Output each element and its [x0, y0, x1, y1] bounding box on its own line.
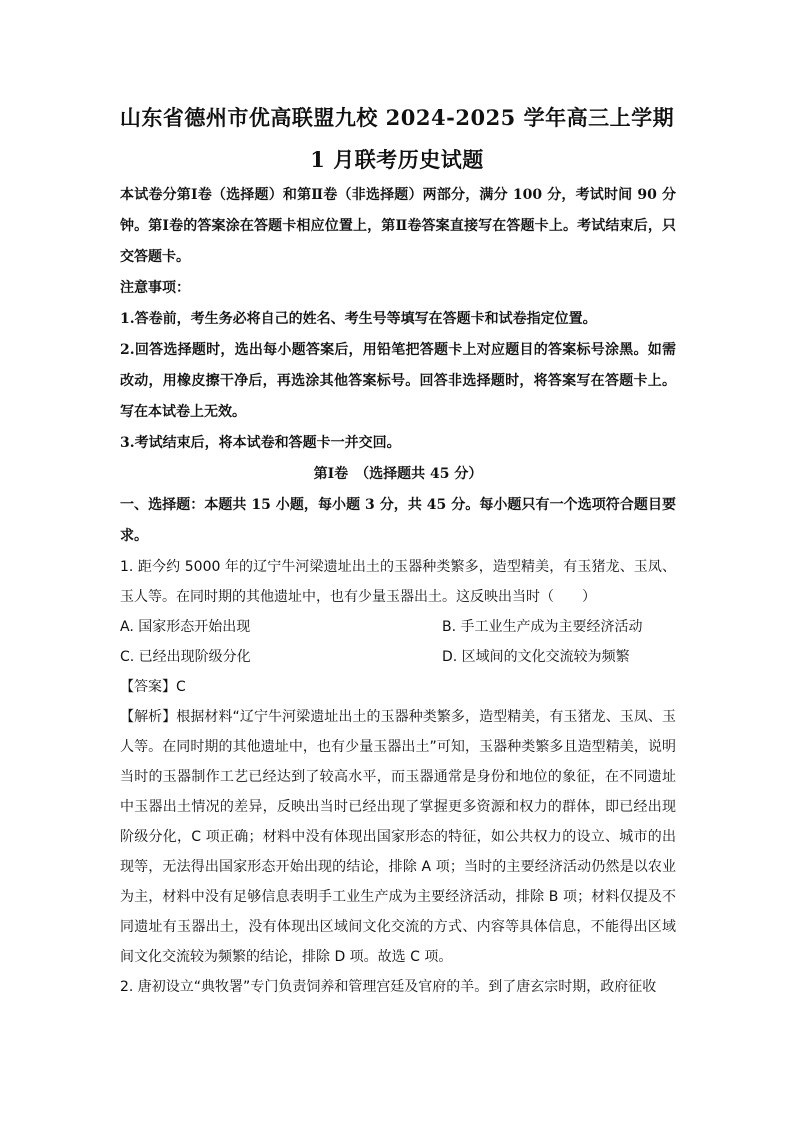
option-a: A. 国家形态开始出现 [120, 619, 251, 635]
exam-intro: 本试卷分第Ⅰ卷（选择题）和第Ⅱ卷（非选择题）两部分，满分 100 分，考试时间 90 分钟。第Ⅰ卷的答案涂在答题卡相应位置上，第Ⅱ卷答案直接写在答题卡上。考试结束后，只交答题卡。 [120, 187, 676, 265]
notes-heading: 注意事项： [120, 280, 190, 296]
question-1-analysis: 【解析】根据材料“辽宁牛河梁遗址出土的玉器种类繁多，造型精美，有玉猪龙、玉凤、玉人等。在同时期的其他遗址中，也有少量玉器出土”可知，玉器种类繁多且造型精美，说明当时的玉器制作工艺已经达到了较高水平，而玉器通常是身份和地位的象征，在不同遗址中玉器出土情况的差异，反映出当时已经出现了掌握更多资源和权力的群体，即已经出现阶级分化，C 项正确；材料中没有体现出国家形态的特征，如公共权力的设立、城市的出现等，无法得出国家形态开始出现的结论，排除 A 项；当时的主要经济活动仍然是以农业为主，材料中没有足够信息表明手工业生产成为主要经济活动，排除 B 项；材料仅提及不同遗址有玉器出土，没有体现出区域间文化交流的方式、内容等具体信息，不能得出区域间文化交流较为频繁的结论，排除 D 项。故选 C 项。 [120, 709, 676, 965]
question-1-options [120, 612, 676, 672]
option-b: B. 手工业生产成为主要经济活动 [442, 619, 643, 635]
section-title: 第Ⅰ卷 （选择题共 45 分） [313, 466, 483, 482]
question-2-stem: 2. 唐初设立“典牧署”专门负责饲养和管理宫廷及官府的羊。到了唐玄宗时期，政府征收 [120, 979, 657, 995]
question-1-answer: 【答案】C [120, 679, 186, 695]
section-instruction: 一、选择题：本题共 15 小题，每小题 3 分，共 45 分。每小题只有一个选项符合题目要求。 [120, 497, 676, 544]
question-1-stem: 1. 距今约 5000 年的辽宁牛河梁遗址出土的玉器种类繁多，造型精美，有玉猪龙、玉凤、玉人等。在同时期的其他遗址中，也有少量玉器出土。这反映出当时（ ） [120, 559, 676, 605]
option-c: C. 已经出现阶级分化 [120, 649, 251, 665]
note-item-2: 2.回答选择题时，选出每小题答案后，用铅笔把答题卡上对应题目的答案标号涂黑。如需改动，用橡皮擦干净后，再选涂其他答案标号。回答非选择题时，将答案写在答题卡上。写在本试卷上无效。 [120, 342, 676, 420]
exam-content [120, 180, 676, 1002]
note-item-1: 1.答卷前，考生务必将自己的姓名、考生号等填写在答题卡和试卷指定位置。 [120, 311, 597, 327]
exam-title-line2: 1 月联考历史试题 [310, 147, 484, 172]
note-item-3: 3.考试结束后，将本试卷和答题卡一并交回。 [120, 435, 401, 451]
exam-title-line1: 山东省德州市优高联盟九校 2024-2025 学年高三上学期 [119, 105, 675, 130]
option-d: D. 区域间的文化交流较为频繁 [442, 649, 630, 665]
